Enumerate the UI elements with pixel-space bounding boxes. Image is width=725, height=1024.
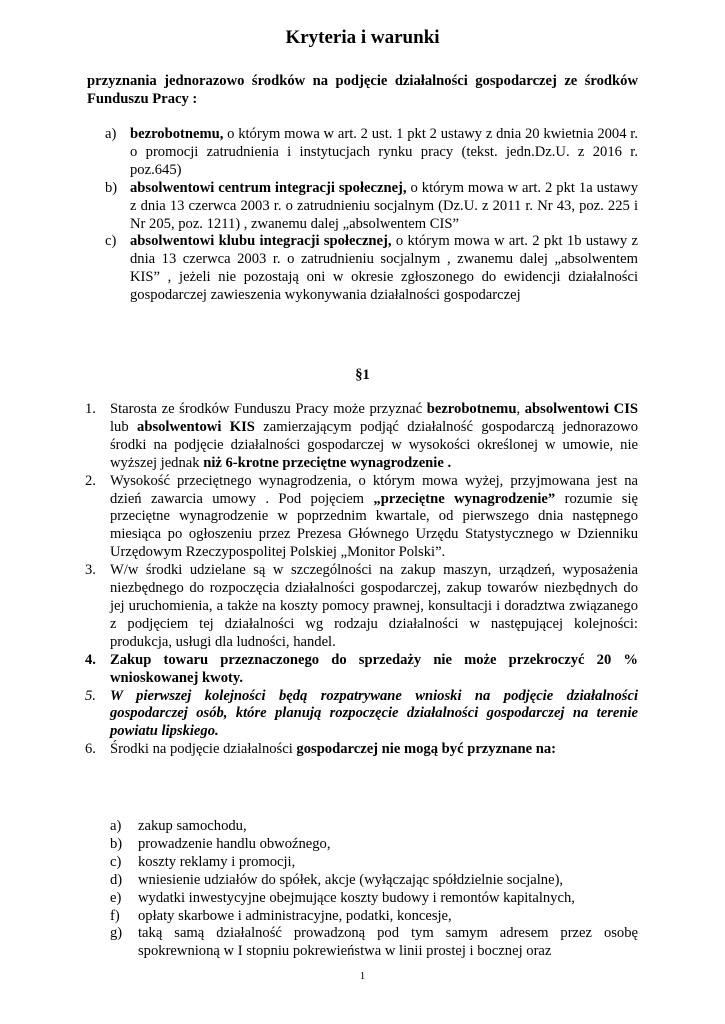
exclusion-text: taką samą działalność prowadzoną pod tym samym adresem przez osobę spokrewnioną w I stopniu pokrewieństwa w linii prostej i bocznej oraz	[138, 925, 638, 960]
paragraph-emphasis: gospodarczej nie mogą być przyznane na:	[296, 741, 556, 758]
document-subtitle: przyznania jednorazowo środków na podjęcie działalności gospodarczej ze środków Funduszu Pracy :	[87, 73, 638, 107]
list-marker: c)	[110, 853, 122, 870]
paragraph-text: ,	[516, 401, 525, 417]
exclusion-text: prowadzenie handlu obwoźnego,	[138, 835, 331, 852]
exclusion-text: wniesienie udziałów do spółek, akcje (wyłączając spółdzielnie socjalne),	[138, 871, 564, 888]
exclusion-item	[110, 835, 638, 854]
exclusion-text: opłaty skarbowe i administracyjne, podatki, koncesje,	[138, 907, 452, 924]
paragraph-text: W/w środki udzielane są w szczególności na zakup maszyn, urządzeń, wyposażenia niezbędnego do rozpoczęcia działalności gospodarczej, zakup towarów niezbędnych do jej uruchomienia, a także na koszty pomocy prawnej, konsultacji i doradztwa związanego z podjęciem tej działalności wg rodzaju działalności w następującej kolejności: produkcja, usługi dla ludności, handel.	[110, 562, 638, 650]
beneficiary-term: bezrobotnemu,	[130, 126, 224, 142]
beneficiary-list	[105, 126, 638, 305]
beneficiary-item	[105, 233, 638, 305]
list-marker: d)	[110, 871, 123, 888]
list-marker: 6.	[85, 741, 96, 758]
exclusion-item	[110, 853, 638, 872]
list-marker: 5.	[85, 687, 96, 704]
list-marker: c)	[105, 233, 117, 250]
paragraph-text: lub	[110, 418, 138, 435]
paragraph-emphasis: absolwentowi KIS	[137, 418, 255, 435]
exclusion-item	[110, 818, 638, 836]
beneficiary-text: o którym mowa w art. 2 pkt 1a ustawy z dnia 13 czerwca 2003 r. o zatrudnieniu socjalnym (Dz.U. z 2011 r. Nr 43, poz. 225 i Nr 205, poz. 1211) , zwanemu dalej „absolwentem CIS”	[130, 179, 638, 232]
exclusion-text: zakup samochodu,	[138, 818, 247, 834]
paragraph-emphasis: Zakup towaru przeznaczonego do sprzedaży nie może przekroczyć 20 % wnioskowanej kwoty.	[110, 651, 638, 686]
list-marker: 2.	[85, 472, 96, 489]
exclusion-text: wydatki inwestycyjne obejmujące koszty budowy i remontów kapitalnych,	[138, 889, 575, 906]
section-paragraph-list	[85, 401, 639, 759]
list-marker: f)	[110, 907, 120, 924]
list-marker: e)	[110, 889, 122, 906]
paragraph-item-4	[85, 651, 638, 688]
paragraph-text: Starosta ze środków Funduszu Pracy może przyznać	[110, 401, 427, 417]
paragraph-text: Środki na podjęcie działalności	[110, 741, 297, 758]
paragraph-emphasis: W pierwszej kolejności będą rozpatrywane wnioski na podjęcie działalności gospodarczej osób, które planują rozpoczęcie działalności gospodarczej na terenie powiatu lipskiego.	[110, 687, 638, 740]
paragraph-item-6	[85, 741, 638, 759]
exclusion-item	[110, 889, 638, 908]
exclusion-list	[110, 818, 638, 961]
paragraph-emphasis: „przeciętne wynagrodzenie”	[373, 490, 556, 507]
document-title: Kryteria i warunki	[285, 27, 440, 48]
paragraph-item-1	[85, 401, 639, 473]
exclusion-item	[110, 871, 638, 890]
beneficiary-text: o którym mowa w art. 2 ust. 1 pkt 2 ustawy z dnia 20 kwietnia 2004 r. o promocji zatrudnienia i instytucjach rynku pracy (tekst. jedn.Dz.U. z 2016 r. poz.645)	[130, 126, 638, 178]
list-marker: 4.	[85, 651, 96, 668]
list-marker: a)	[110, 818, 122, 834]
list-marker: 1.	[85, 401, 96, 417]
paragraph-emphasis: absolwentowi CIS	[524, 401, 639, 417]
section-heading: §1	[355, 367, 370, 383]
list-marker: b)	[105, 179, 118, 196]
list-marker: a)	[105, 126, 117, 142]
beneficiary-item	[105, 179, 638, 234]
paragraph-emphasis: niż 6-krotne przeciętne wynagrodzenie .	[203, 454, 452, 471]
paragraph-text: Wysokość przeciętnego wynagrodzenia, o którym mowa wyżej, przyjmowana jest na dzień zawarcia umowy . Pod pojęciem	[110, 472, 638, 507]
paragraph-text: zamierzającym podjąć działalność gospodarczą jednorazowo środki na podjęcie działalności gospodarczej w wysokości określonej w umowie, nie wyższej jednak	[110, 418, 639, 471]
paragraph-emphasis: bezrobotnemu	[426, 401, 517, 417]
list-marker: g)	[110, 925, 123, 942]
exclusion-text: koszty reklamy i promocji,	[138, 853, 296, 870]
exclusion-item	[110, 925, 638, 961]
beneficiary-item	[105, 126, 638, 180]
page-number: 1	[359, 970, 366, 982]
paragraph-item-5	[85, 687, 638, 742]
paragraph-text: rozumie się przeciętne wynagrodzenie w poprzednim kwartale, od pierwszego dnia następnego miesiąca po ogłoszeniu przez Prezesa Głównego Urzędu Statystycznego w Dzienniku Urzędowym Rzeczypospolitej Polskiej „Monitor Polski”.	[110, 490, 639, 561]
beneficiary-term: absolwentowi klubu integracji społecznej,	[130, 233, 392, 250]
beneficiary-term: absolwentowi centrum integracji społecznej,	[130, 179, 407, 196]
paragraph-item-2	[85, 472, 639, 563]
list-marker: b)	[110, 835, 123, 852]
paragraph-item-3	[85, 562, 638, 652]
list-marker: 3.	[85, 562, 96, 579]
beneficiary-text: o którym mowa w art. 2 pkt 1b ustawy z dnia 13 czerwca 2003 r. o zatrudnieniu socjalnym , zwanemu dalej „absolwentem KIS” , jeżeli nie pozostają oni w okresie zgłoszonego do ewidencji działalności gospodarczej zawieszenia wykonywania działalności gospodarczej	[130, 233, 638, 304]
exclusion-item	[110, 907, 638, 926]
